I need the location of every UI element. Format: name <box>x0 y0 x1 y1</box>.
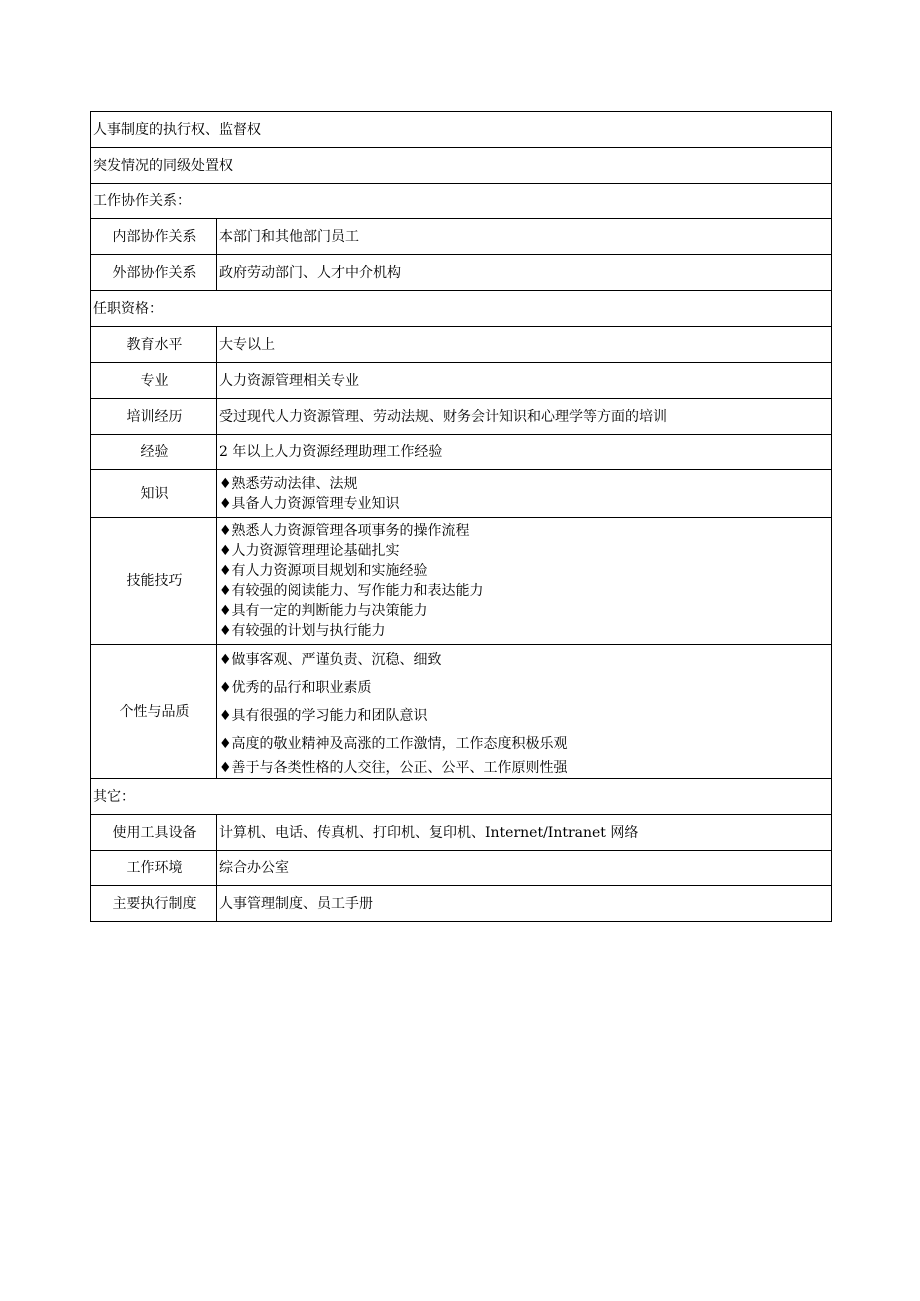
table-row <box>91 184 832 219</box>
table-row <box>91 851 832 886</box>
knowledge-label: 知识 <box>91 470 217 518</box>
other-heading: 其它： <box>91 779 832 815</box>
environment-value: 综合办公室 <box>217 851 832 886</box>
table-row <box>91 112 832 148</box>
table-row <box>91 886 832 922</box>
list-item: ♦有较强的阅读能力、写作能力和表达能力 <box>219 583 484 599</box>
collaboration-heading: 工作协作关系： <box>91 184 832 219</box>
table-row <box>91 291 832 327</box>
list-item: ♦善于与各类性格的人交往，公正、公平、工作原则性强 <box>219 759 568 776</box>
training-label: 培训经历 <box>91 399 217 435</box>
external-collab-value: 政府劳动部门、人才中介机构 <box>217 255 832 291</box>
education-label: 教育水平 <box>91 327 217 363</box>
right-emergency-cell: 突发情况的同级处置权 <box>91 148 832 184</box>
experience-value: 2 年以上人力资源经理助理工作经验 <box>217 435 832 470</box>
personality-label: 个性与品质 <box>91 645 217 779</box>
job-description-table <box>90 111 832 922</box>
environment-label: 工作环境 <box>91 851 217 886</box>
personality-list <box>217 645 832 779</box>
table-row <box>91 435 832 470</box>
internal-collab-value: 本部门和其他部门员工 <box>217 219 832 255</box>
table-row <box>91 219 832 255</box>
regulations-label: 主要执行制度 <box>91 886 217 922</box>
table-row <box>91 645 832 779</box>
knowledge-list <box>217 470 832 518</box>
regulations-value: 人事管理制度、员工手册 <box>217 886 832 922</box>
list-item: ♦做事客观、严谨负责、沉稳、细致 <box>219 651 442 668</box>
table-row <box>91 255 832 291</box>
list-item: ♦优秀的品行和职业素质 <box>219 679 372 696</box>
list-item: ♦有人力资源项目规划和实施经验 <box>219 563 428 579</box>
internal-collab-label: 内部协作关系 <box>91 219 217 255</box>
tools-label: 使用工具设备 <box>91 815 217 851</box>
table-row <box>91 148 832 184</box>
skills-label: 技能技巧 <box>91 518 217 645</box>
table-row <box>91 518 832 645</box>
qualifications-heading: 任职资格： <box>91 291 832 327</box>
list-item: ♦具有很强的学习能力和团队意识 <box>219 707 428 724</box>
table-row <box>91 470 832 518</box>
tools-value: 计算机、电话、传真机、打印机、复印机、Internet/Intranet 网络 <box>217 815 832 851</box>
training-value: 受过现代人力资源管理、劳动法规、财务会计知识和心理学等方面的培训 <box>217 399 832 435</box>
experience-label: 经验 <box>91 435 217 470</box>
education-value: 大专以上 <box>217 327 832 363</box>
table-row <box>91 779 832 815</box>
major-value: 人力资源管理相关专业 <box>217 363 832 399</box>
list-item: ♦具有一定的判断能力与决策能力 <box>219 603 428 619</box>
list-item: ♦熟悉劳动法律、法规 <box>219 475 358 492</box>
table-row <box>91 815 832 851</box>
table-row <box>91 399 832 435</box>
list-item: ♦有较强的计划与执行能力 <box>219 623 386 639</box>
list-item: ♦人力资源管理理论基础扎实 <box>219 543 400 559</box>
list-item: ♦高度的敬业精神及高涨的工作激情，工作态度积极乐观 <box>219 735 568 752</box>
table-row <box>91 363 832 399</box>
list-item: ♦熟悉人力资源管理各项事务的操作流程 <box>219 523 470 539</box>
skills-list <box>217 518 832 645</box>
table-row <box>91 327 832 363</box>
right-execution-cell: 人事制度的执行权、监督权 <box>91 112 832 148</box>
list-item: ♦具备人力资源管理专业知识 <box>219 495 400 512</box>
external-collab-label: 外部协作关系 <box>91 255 217 291</box>
major-label: 专业 <box>91 363 217 399</box>
